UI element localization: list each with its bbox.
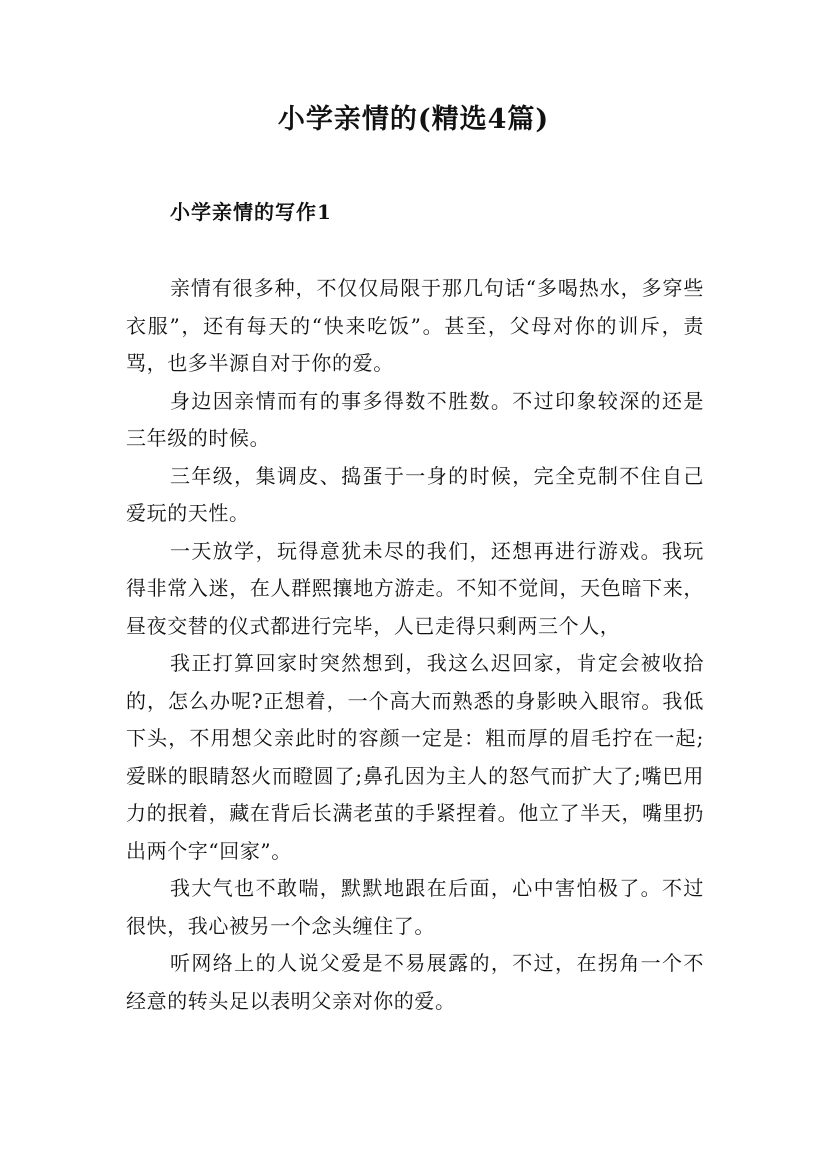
paragraph: 我大气也不敢喘，默默地跟在后面，心中害怕极了。不过很快，我心被另一个念头缠住了。 bbox=[126, 876, 704, 938]
section-heading: 小学亲情的写作1 bbox=[170, 200, 332, 224]
paragraph: 我正打算回家时突然想到，我这么迟回家，肯定会被收拾的，怎么办呢?正想着，一个高大而熟悉的身影映入眼帘。我低下头，不用想父亲此时的容颜一定是：粗而厚的眉毛拧在一起;爱眯的眼睛怒火而瞪圆了;鼻孔因为主人的怒气而扩大了;嘴巴用力的抿着，藏在背后长满老茧的手紧捏着。他立了半天，嘴里扔出两个字“回家”。 bbox=[126, 651, 704, 863]
document-title: 小学亲情的(精选4篇) bbox=[277, 104, 550, 135]
paragraph: 三年级，集调皮、捣蛋于一身的时候，完全克制不住自己爱玩的天性。 bbox=[126, 463, 704, 525]
paragraph: 亲情有很多种，不仅仅局限于那几句话“多喝热水，多穿些衣服”，还有每天的“快来吃饭”。甚至，父母对你的训斥，责骂，也多半源自对于你的爱。 bbox=[126, 276, 704, 375]
paragraph: 一天放学，玩得意犹未尽的我们，还想再进行游戏。我玩得非常入迷，在人群熙攘地方游走。不知不觉间，天色暗下来，昼夜交替的仪式都进行完毕，人已走得只剩两三个人， bbox=[126, 538, 704, 638]
document-body bbox=[126, 270, 704, 1020]
paragraph: 听网络上的人说父爱是不易展露的，不过，在拐角一个不经意的转头足以表明父亲对你的爱。 bbox=[126, 951, 704, 1013]
paragraph: 身边因亲情而有的事多得数不胜数。不过印象较深的还是三年级的时候。 bbox=[126, 388, 704, 450]
